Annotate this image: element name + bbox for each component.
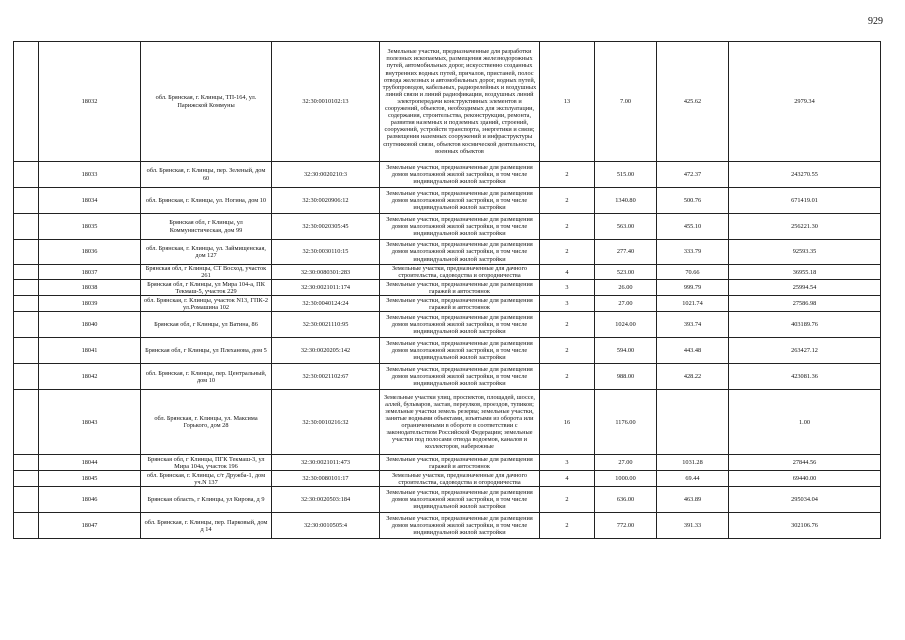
cadastral-value-cell: 302106.76 (729, 513, 881, 539)
land-use-cell: Земельные участки, предназначенные для размещения домов малоэтажной жилой застройки, в том числе индивидуальной жилой застройки (380, 364, 540, 390)
cadastral-number-cell: 32:30:0010102:13 (272, 42, 380, 162)
record-id: 18038 (39, 280, 141, 296)
use-code-cell: 2 (540, 240, 595, 265)
rate-cell: 70.66 (657, 265, 729, 280)
cadastral-value-cell: 1.00 (729, 390, 881, 455)
table-row (14, 487, 881, 513)
record-id: 18039 (39, 296, 141, 312)
cadastral-value-cell: 69440.00 (729, 471, 881, 487)
record-id: 18047 (39, 513, 141, 539)
blank-cell (14, 162, 39, 188)
table-row (14, 471, 881, 487)
land-use-cell: Земельные участки, предназначенные для размещения домов малоэтажной жилой застройки, в том числе индивидуальной жилой застройки (380, 312, 540, 338)
land-use-cell: Земельные участки, предназначенные для размещения домов малоэтажной жилой застройки, в том числе индивидуальной жилой застройки (380, 338, 540, 364)
rate-cell: 1021.74 (657, 296, 729, 312)
area-cell: 636.00 (595, 487, 657, 513)
rate-cell: 455.10 (657, 214, 729, 240)
rate-cell: 500.76 (657, 188, 729, 214)
area-cell: 594.00 (595, 338, 657, 364)
blank-cell (14, 42, 39, 162)
blank-cell (14, 364, 39, 390)
address-cell: обл. Брянская, г. Клинцы, участок N13, ГПК-2 ул.Ромашина 102 (141, 296, 272, 312)
cadastral-value-cell: 27586.98 (729, 296, 881, 312)
record-id: 18044 (39, 455, 141, 471)
record-id: 18034 (39, 188, 141, 214)
table-row (14, 240, 881, 265)
use-code-cell: 2 (540, 214, 595, 240)
land-use-cell: Земельные участки, предназначенные для размещения домов малоэтажной жилой застройки, в том числе индивидуальной жилой застройки (380, 188, 540, 214)
cadastral-number-cell: 32:30:0010505:4 (272, 513, 380, 539)
use-code-cell: 2 (540, 487, 595, 513)
address-cell: обл. Брянская, г. Клинцы, ул. Максима Горького, дом 28 (141, 390, 272, 455)
use-code-cell: 3 (540, 455, 595, 471)
record-id: 18036 (39, 240, 141, 265)
record-id: 18043 (39, 390, 141, 455)
address-cell: обл. Брянская, г. Клинцы, с/т Дружба-1, дом уч.N 137 (141, 471, 272, 487)
land-use-cell: Земельные участки, предназначенные для размещения гаражей и автостоянок (380, 280, 540, 296)
page-number: 929 (868, 16, 883, 27)
area-cell: 1340.80 (595, 188, 657, 214)
blank-cell (14, 390, 39, 455)
land-use-cell: Земельные участки, предназначенные для дачного строительства, садоводства и огородничества (380, 471, 540, 487)
address-cell: обл. Брянская, г. Клинцы, ул. Ногина, дом 10 (141, 188, 272, 214)
area-cell: 515.00 (595, 162, 657, 188)
rate-cell: 69.44 (657, 471, 729, 487)
cadastral-number-cell: 32:30:0020205:142 (272, 338, 380, 364)
address-cell: обл. Брянская, г. Клинцы, ул. Займищенская, дом 127 (141, 240, 272, 265)
use-code-cell: 3 (540, 296, 595, 312)
cadastral-value-cell: 27844.56 (729, 455, 881, 471)
table-row (14, 188, 881, 214)
cadastral-number-cell: 32:30:0080101:17 (272, 471, 380, 487)
use-code-cell: 2 (540, 312, 595, 338)
cadastral-number-cell: 32:30:0080301:283 (272, 265, 380, 280)
address-cell: обл. Брянская, г. Клинцы, пер. Парковый, дом д 14 (141, 513, 272, 539)
table-row (14, 312, 881, 338)
rate-cell: 391.33 (657, 513, 729, 539)
table-row (14, 390, 881, 455)
cadastral-value-cell: 263427.12 (729, 338, 881, 364)
land-use-cell: Земельные участки, предназначенные для размещения домов малоэтажной жилой застройки, в том числе индивидуальной жилой застройки (380, 162, 540, 188)
table-row (14, 214, 881, 240)
blank-cell (14, 265, 39, 280)
blank-cell (14, 240, 39, 265)
table-row (14, 338, 881, 364)
rate-cell (657, 390, 729, 455)
address-cell: обл. Брянская, г. Клинцы, пер. Зеленый, дом 60 (141, 162, 272, 188)
cadastral-value-cell: 671419.01 (729, 188, 881, 214)
cadastral-value-cell: 36955.18 (729, 265, 881, 280)
cadastral-number-cell: 32:30:0021110:95 (272, 312, 380, 338)
use-code-cell: 2 (540, 338, 595, 364)
address-cell: Брянская обл, г Клинцы, ул Плеханова, дом 5 (141, 338, 272, 364)
area-cell: 27.00 (595, 455, 657, 471)
area-cell: 1000.00 (595, 471, 657, 487)
cadastral-number-cell: 32:30:0010216:32 (272, 390, 380, 455)
blank-cell (14, 338, 39, 364)
rate-cell: 393.74 (657, 312, 729, 338)
land-use-cell: Земельные участки улиц, проспектов, площадей, шоссе, аллей, бульваров, застав, переулков, проездов, тупиков; земельные участки земель резерва; земельные участки, занятые водными объектами, изъятыми из оборота или ограниченными в обороте в соответствии с законодательством Российской Федерации; земельные участки под полосами отвода водоемов, каналов и коллекторов, набережные (380, 390, 540, 455)
cadastral-number-cell: 32:30:0020906:12 (272, 188, 380, 214)
cadastral-number-cell: 32:30:0020305:45 (272, 214, 380, 240)
use-code-cell: 4 (540, 265, 595, 280)
rate-cell: 999.79 (657, 280, 729, 296)
land-use-cell: Земельные участки, предназначенные для размещения домов малоэтажной жилой застройки, в том числе индивидуальной жилой застройки (380, 214, 540, 240)
area-cell: 523.00 (595, 265, 657, 280)
address-cell: обл. Брянская, г. Клинцы, пер. Центральный, дом 10 (141, 364, 272, 390)
table-row (14, 513, 881, 539)
use-code-cell: 4 (540, 471, 595, 487)
cadastral-number-cell: 32:30:0040124:24 (272, 296, 380, 312)
use-code-cell: 2 (540, 513, 595, 539)
blank-cell (14, 312, 39, 338)
address-cell: Брянская обл, г Клинцы, СТ Восход, участок 261 (141, 265, 272, 280)
cadastral-number-cell: 32:30:0021011:174 (272, 280, 380, 296)
table-row (14, 296, 881, 312)
area-cell: 277.40 (595, 240, 657, 265)
address-cell: Брянская обл, г Клинцы, ул Коммунистическая, дом 99 (141, 214, 272, 240)
cadastral-value-cell: 2979.34 (729, 42, 881, 162)
record-id: 18040 (39, 312, 141, 338)
rate-cell: 333.79 (657, 240, 729, 265)
use-code-cell: 13 (540, 42, 595, 162)
record-id: 18045 (39, 471, 141, 487)
cadastral-value-cell: 256221.30 (729, 214, 881, 240)
use-code-cell: 3 (540, 280, 595, 296)
blank-cell (14, 214, 39, 240)
table-row (14, 455, 881, 471)
blank-cell (14, 188, 39, 214)
blank-cell (14, 487, 39, 513)
land-use-cell: Земельные участки, предназначенные для дачного строительства, садоводства и огородничества (380, 265, 540, 280)
rate-cell: 1031.28 (657, 455, 729, 471)
blank-cell (14, 513, 39, 539)
record-id: 18033 (39, 162, 141, 188)
land-use-cell: Земельные участки, предназначенные для размещения домов малоэтажной жилой застройки, в том числе индивидуальной жилой застройки (380, 487, 540, 513)
table-row (14, 364, 881, 390)
cadastral-value-cell: 423081.36 (729, 364, 881, 390)
address-cell: Брянская обл, г Клинцы, ул Мира 104-а, ПК Текмаш-5, участок 229 (141, 280, 272, 296)
table-row (14, 42, 881, 162)
use-code-cell: 16 (540, 390, 595, 455)
cadastral-value-cell: 25994.54 (729, 280, 881, 296)
record-id: 18042 (39, 364, 141, 390)
address-cell: Брянская область, г Клинцы, ул Кирова, д 9 (141, 487, 272, 513)
record-id: 18037 (39, 265, 141, 280)
area-cell: 27.00 (595, 296, 657, 312)
address-cell: обл. Брянская, г. Клинцы, ТП-164, ул. Парижской Коммуны (141, 42, 272, 162)
land-use-cell: Земельные участки, предназначенные для размещения домов малоэтажной жилой застройки, в том числе индивидуальной жилой застройки (380, 513, 540, 539)
use-code-cell: 2 (540, 162, 595, 188)
area-cell: 7.00 (595, 42, 657, 162)
rate-cell: 443.48 (657, 338, 729, 364)
cadastral-value-cell: 243270.55 (729, 162, 881, 188)
rate-cell: 463.89 (657, 487, 729, 513)
rate-cell: 472.37 (657, 162, 729, 188)
area-cell: 1176.00 (595, 390, 657, 455)
area-cell: 563.00 (595, 214, 657, 240)
use-code-cell: 2 (540, 364, 595, 390)
blank-cell (14, 455, 39, 471)
blank-cell (14, 471, 39, 487)
cadastral-number-cell: 32:30:0020210:3 (272, 162, 380, 188)
use-code-cell: 2 (540, 188, 595, 214)
land-use-cell: Земельные участки, предназначенные для размещения гаражей и автостоянок (380, 296, 540, 312)
address-cell: Брянская обл, г Клинцы, ПГК Текмаш-3, ул Мира 104а, участок 196 (141, 455, 272, 471)
area-cell: 772.00 (595, 513, 657, 539)
land-use-cell: Земельные участки, предназначенные для размещения гаражей и автостоянок (380, 455, 540, 471)
record-id: 18035 (39, 214, 141, 240)
cadastral-number-cell: 32:30:0021011:473 (272, 455, 380, 471)
cadastral-number-cell: 32:30:0030110:15 (272, 240, 380, 265)
blank-cell (14, 296, 39, 312)
land-use-cell: Земельные участки, предназначенные для разработки полезных ископаемых, размещения железнодорожных путей, автомобильных дорог, искусственно созданных внутренних водных путей, причалов, пристаней, полос отвода железных и автомобильных дорог, водных путей, трубопроводов, кабельных, радиорелейных и воздушных линий связи и линий радиофикации, воздушных линий электропередачи конструктивных элементов и сооружений, объектов, необходимых для эксплуатации, содержания, строительства, реконструкции, ремонта, развития наземных и подземных зданий, строений, сооружений, устройств транспорта, энергетики и связи; размещения наземных сооружений и инфраструктуры спутниковой связи, объектов космической деятельности, военных объектов (380, 42, 540, 162)
blank-cell (14, 280, 39, 296)
cadastral-value-cell: 403189.76 (729, 312, 881, 338)
record-id: 18046 (39, 487, 141, 513)
cadastral-value-cell: 92593.35 (729, 240, 881, 265)
land-use-cell: Земельные участки, предназначенные для размещения домов малоэтажной жилой застройки, в том числе индивидуальной жилой застройки (380, 240, 540, 265)
cadastral-number-cell: 32:30:0020503:184 (272, 487, 380, 513)
area-cell: 988.00 (595, 364, 657, 390)
area-cell: 26.00 (595, 280, 657, 296)
table-row (14, 162, 881, 188)
table-row (14, 265, 881, 280)
land-registry-table (13, 41, 881, 539)
address-cell: Брянская обл, г Клинцы, ул Ватина, 86 (141, 312, 272, 338)
rate-cell: 428.22 (657, 364, 729, 390)
table-row (14, 280, 881, 296)
area-cell: 1024.00 (595, 312, 657, 338)
cadastral-number-cell: 32:30:0021102:67 (272, 364, 380, 390)
cadastral-value-cell: 295034.04 (729, 487, 881, 513)
record-id: 18032 (39, 42, 141, 162)
rate-cell: 425.62 (657, 42, 729, 162)
record-id: 18041 (39, 338, 141, 364)
